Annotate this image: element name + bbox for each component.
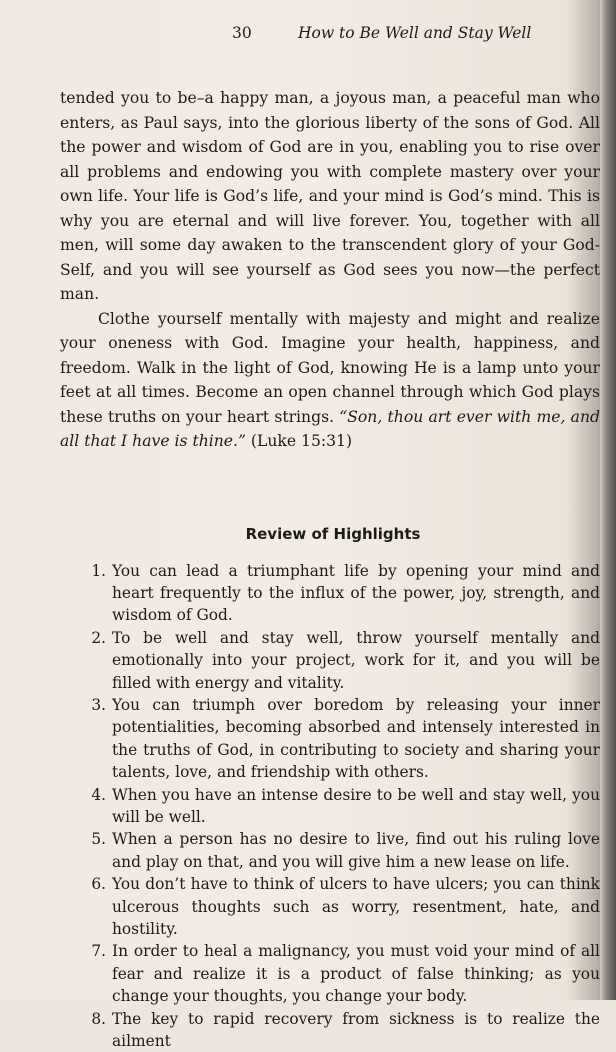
list-item xyxy=(60,1008,600,1052)
running-header xyxy=(232,24,592,48)
page-number: 30 xyxy=(232,24,298,42)
list-item-number: 3. xyxy=(86,694,112,784)
list-item-number: 4. xyxy=(86,784,112,829)
scripture-quote: “Son, thou art ever with me, and all that I have is thine.” xyxy=(60,408,600,451)
page-content xyxy=(60,86,600,1052)
scripture-citation: (Luke 15:31) xyxy=(246,432,352,450)
list-item xyxy=(60,694,600,784)
paragraph-1: tended you to be–a happy man, a joyous man, a peaceful man who enters, as Paul says, into the glorious liberty of the sons of God. All the power and wisdom of God are in you, enabling you to rise over all problems and endowing you with complete mastery over your own life. Your life is God’s life, and your mind is God’s mind. This is why you are eternal and will live forever. You, together with all men, will some day awaken to the transcendent glory of your God-Self, and you will see yourself as God sees you now—the perfect man. xyxy=(60,86,600,307)
list-item xyxy=(60,940,600,1007)
paragraph-2 xyxy=(60,307,600,454)
list-item-text: When a person has no desire to live, find out his ruling love and play on that, and you will give him a new lease on life. xyxy=(112,828,600,873)
list-item-text: To be well and stay well, throw yourself mentally and emotionally into your project, work for it, and you will be filled with energy and vitality. xyxy=(112,627,600,694)
running-title: How to Be Well and Stay Well xyxy=(298,24,531,42)
list-item-number: 1. xyxy=(86,560,112,627)
list-item-number: 7. xyxy=(86,940,112,1007)
list-item-number: 8. xyxy=(86,1008,112,1052)
list-item-text: In order to heal a malignancy, you must void your mind of all fear and realize it is a product of false thinking; as you change your thoughts, you change your body. xyxy=(112,940,600,1007)
list-item-text: You don’t have to think of ulcers to have ulcers; you can think ulcerous thoughts such as worry, resentment, hate, and hostility. xyxy=(112,873,600,940)
highlights-list xyxy=(60,560,600,1052)
list-item-text: You can triumph over boredom by releasing your inner potentialities, becoming absorbed and intensely interested in the truths of God, in contributing to society and sharing your talents, love, and friendship with others. xyxy=(112,694,600,784)
paragraph-2-text: Clothe yourself mentally with majesty and might and realize your oneness with God. Imagine your health, happiness, and freedom. Walk in the light of God, knowing He is a lamp unto your feet at all times. Become an open channel through which God plays these truths on your heart strings. xyxy=(60,310,600,426)
list-item-number: 6. xyxy=(86,873,112,940)
list-item-text: You can lead a triumphant life by opening your mind and heart frequently to the influx of the power, joy, strength, and wisdom of God. xyxy=(112,560,600,627)
list-item xyxy=(60,627,600,694)
list-item xyxy=(60,873,600,940)
list-item xyxy=(60,560,600,627)
list-item-number: 2. xyxy=(86,627,112,694)
list-item xyxy=(60,784,600,829)
list-item xyxy=(60,828,600,873)
list-item-text: The key to rapid recovery from sickness is to realize the ailment xyxy=(112,1008,600,1052)
list-item-number: 5. xyxy=(86,828,112,873)
page-gutter-shadow xyxy=(600,0,616,1000)
review-heading: Review of Highlights xyxy=(60,522,600,546)
list-item-text: When you have an intense desire to be well and stay well, you will be well. xyxy=(112,784,600,829)
